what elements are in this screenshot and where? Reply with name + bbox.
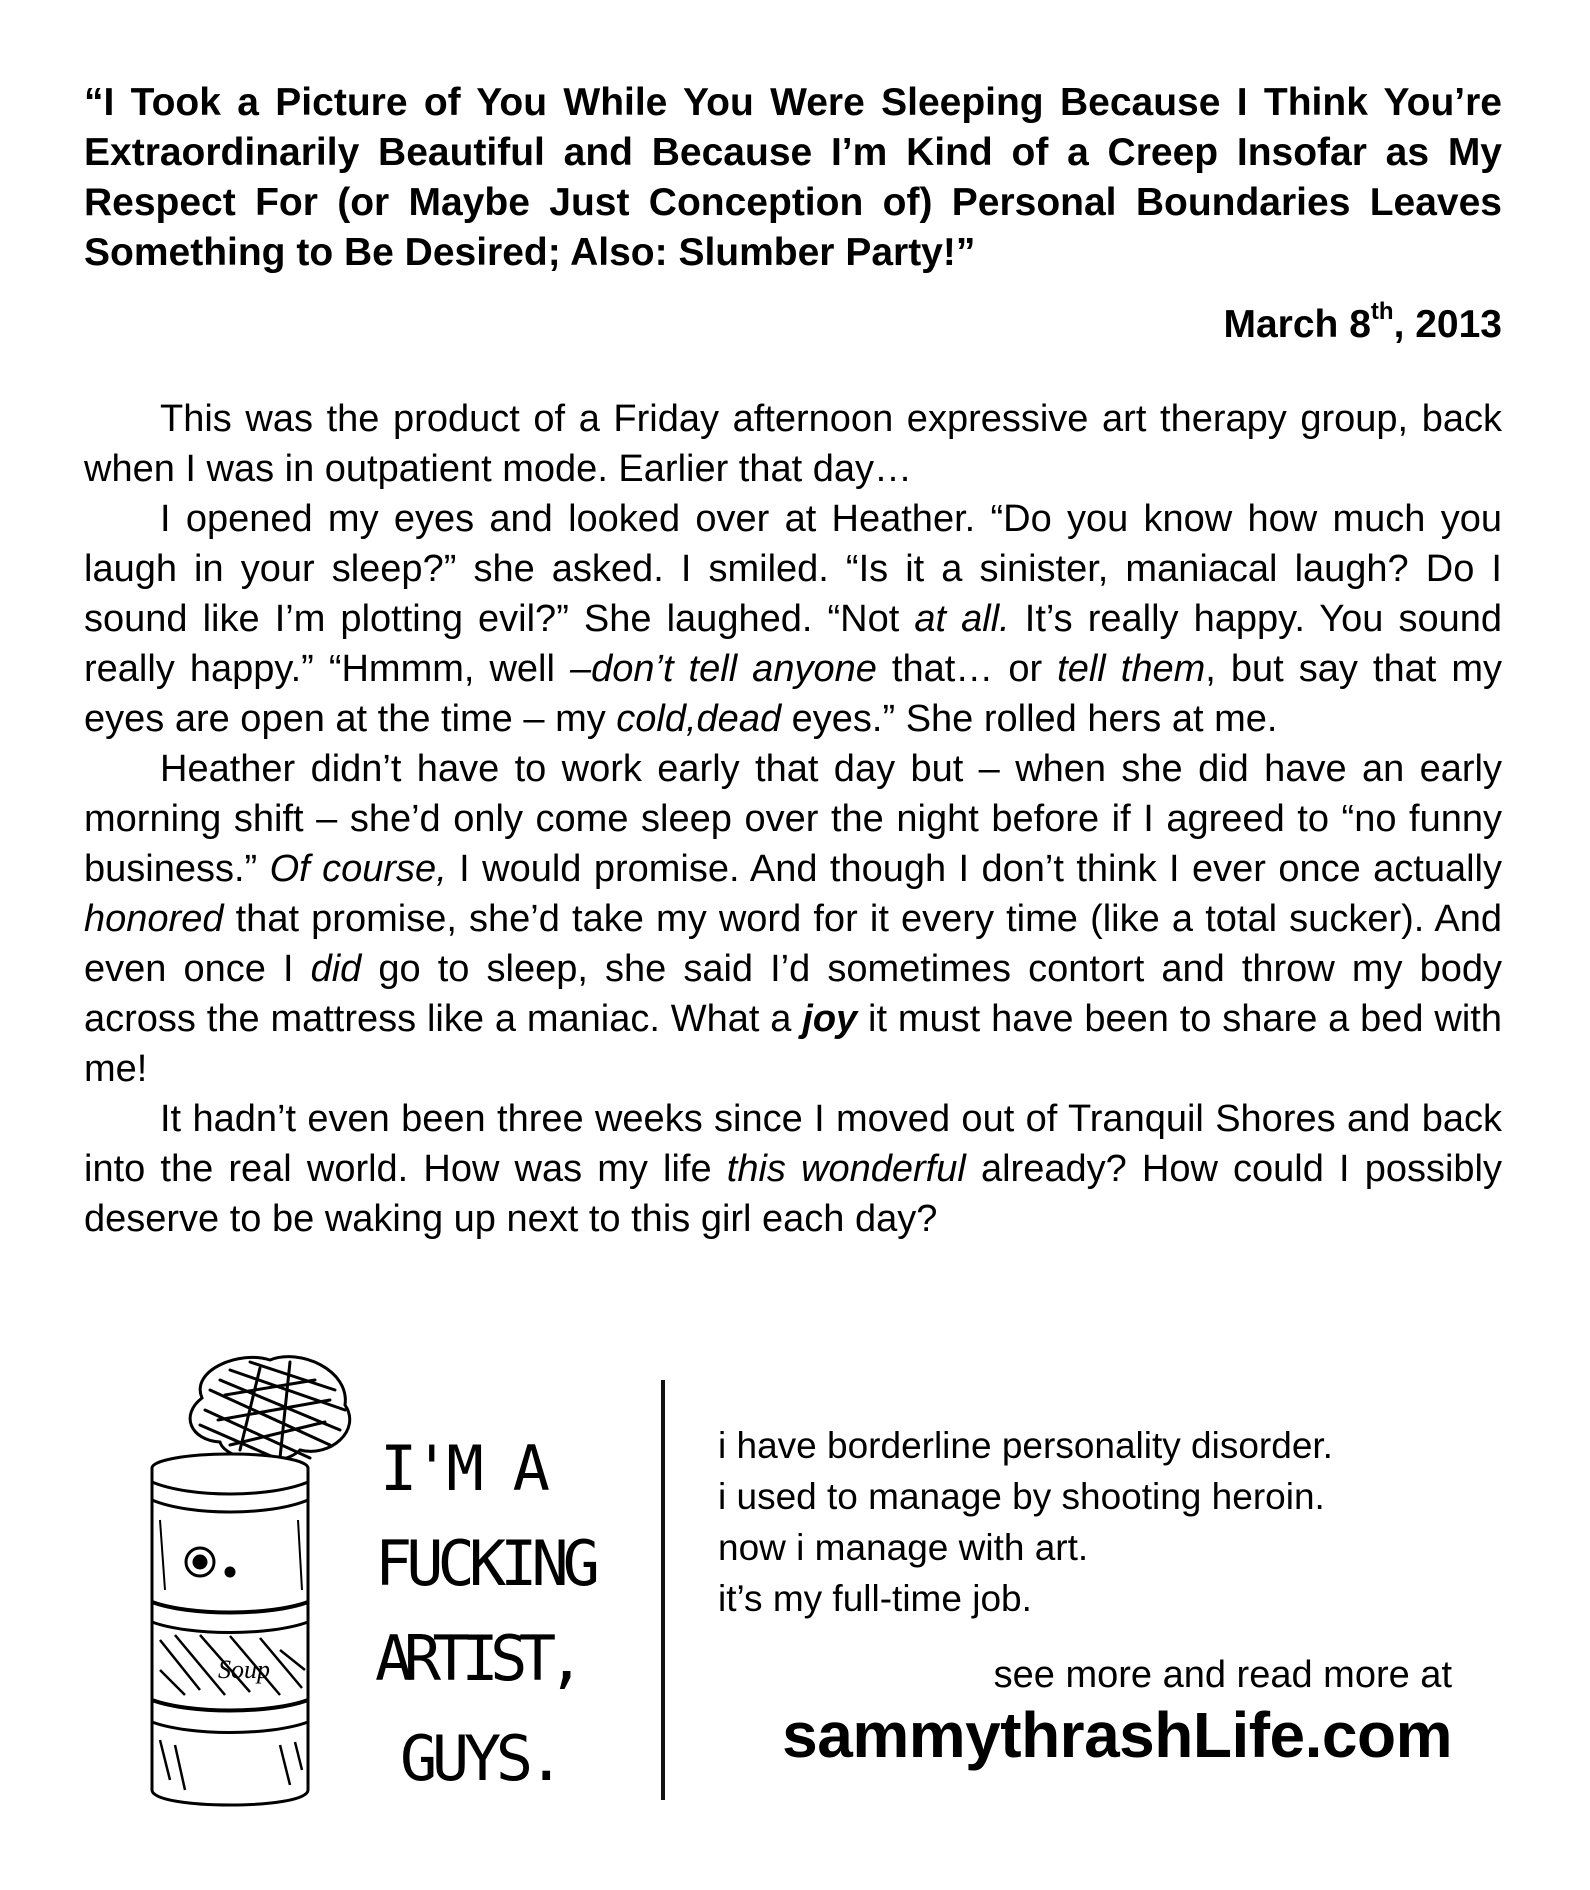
handwritten-line-3: ARTIST, [375,1622,585,1695]
artist-soup-can-drawing [130,1350,640,1850]
article-body [84,394,1502,1244]
date-year: , 2013 [1393,303,1502,346]
article [84,78,1502,1244]
website-link[interactable]: sammythrashLife.com [782,1699,1452,1771]
handwritten-line-1: I'M A [380,1432,550,1505]
handwritten-line-4: GUYS. [400,1722,565,1795]
blurb-line-4: it’s my full-time job. [718,1578,1032,1619]
article-date [84,300,1502,350]
handwritten-caption [375,1432,600,1795]
vertical-divider [661,1380,665,1800]
paragraph-1: This was the product of a Friday afternoon expressive art therapy group, back when I was in outpatient mode. Earlier that day… [84,398,1502,490]
can-label: Soup [218,1655,270,1684]
paragraph-3: Heather didn’t have to work early that day but – when she did have an early morning shift – she’d only come sleep over the night before if I agreed to “no funny business.” Of course, I would promise. And though I don’t think I ever once actually honored that promise, she’d take my word for it every time (like a total sucker). And even once I did go to sleep, she said I’d sometimes contort and throw my body across the mattress like a maniac. What a joy it must have been to share a bed with me! [84,748,1502,1090]
see-more-block [700,1650,1452,1770]
blurb-line-2: i used to manage by shooting heroin. [718,1476,1325,1517]
footer [0,1330,1590,1870]
author-blurb [718,1420,1478,1624]
blurb-line-3: now i manage with art. [718,1527,1089,1568]
article-title: “I Took a Picture of You While You Were Sleeping Because I Think You’re Extraordinarily Beautiful and Because I’m Kind of a Creep Insofar as My Respect For (or Maybe Just Conception of) Personal Boundaries Leaves Something to Be Desired; Also: Slumber Party!” [84,81,1502,274]
handwritten-line-2: FUCKING [375,1527,600,1600]
date-day: March 8 [1223,303,1371,346]
scribble-lid-icon [190,1357,350,1461]
date-suffix: th [1370,298,1394,325]
see-more-label: see more and read more at [993,1654,1452,1696]
soup-can-icon [152,1454,308,1805]
paragraph-2: I opened my eyes and looked over at Heather. “Do you know how much you laugh in your sleep?” she asked. I smiled. “Is it a sinister, maniacal laugh? Do I sound like I’m plotting evil?” She laughed. “Not at all. It’s really happy. You sound really happy.” “Hmmm, well –don’t tell anyone that… or tell them, but say that my eyes are open at the time – my cold,dead eyes.” She rolled hers at me. [84,498,1502,740]
blurb-line-1: i have borderline personality disorder. [718,1425,1333,1466]
paragraph-4: It hadn’t even been three weeks since I moved out of Tranquil Shores and back into the real world. How was my life this wonderful already? How could I possibly deserve to be waking up next to this girl each day? [84,1098,1503,1240]
